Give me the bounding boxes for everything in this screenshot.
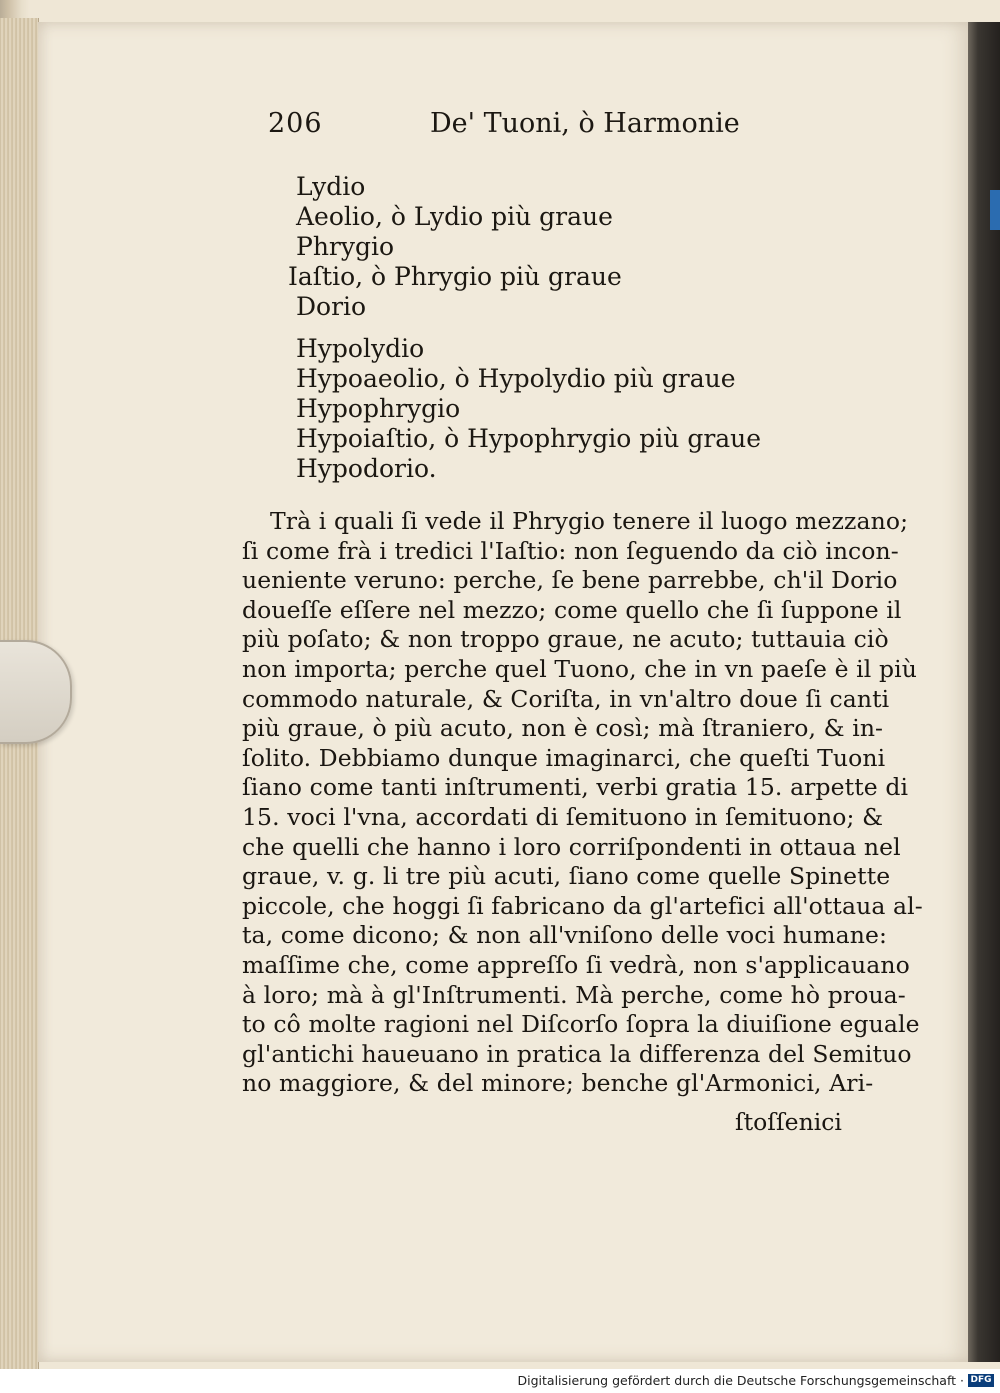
mode-list-item: Hypolydio [296,334,425,363]
mode-list-item: Phrygio [296,232,395,261]
text-line: ta, come dicono; & non all'vniſono delle voci humane: [242,921,887,950]
mode-list-item: Hypoaeolio, ò Hypolydio più graue [296,364,736,393]
mode-list-item: Lydio [296,172,366,201]
text-line: 15. voci l'vna, accordati di ſemituono in ſemituono; & [242,802,884,831]
text-line: to cô molte ragioni nel Diſcorſo ſopra la diuiſione eguale [242,1010,920,1039]
text-line: più graue, ò più acuto, non è così; mà ſtraniero, & in- [242,714,884,743]
mode-list-item: Aeolio, ò Lydio più graue [296,202,613,231]
mode-list-item: Iaſtio, ò Phrygio più graue [288,262,622,291]
body-paragraph [242,507,923,1099]
text-line: gl'antichi haueuano in pratica la differenza del Semituo [242,1039,912,1068]
text-line: no maggiore, & del minore; benche gl'Armonici, Ari- [242,1069,874,1098]
text-line: Trà i quali ſi vede il Phrygio tenere il luogo mezzano; [270,507,909,535]
mode-list [288,172,762,484]
mode-list-item: Hypodorio. [296,454,437,483]
text-line: à loro; mà à gl'Inſtrumenti. Mà perche, come hò proua- [242,980,906,1009]
text-line: non importa; perche quel Tuono, che in vn paeſe è il più [242,654,917,683]
bookmark-tab [990,190,1000,230]
catchword: ſtoſſenici [735,1108,842,1136]
text-line: ſolito. Debbiamo dunque imaginarci, che queſti Tuoni [242,743,886,772]
mode-list-item: Hypoiaſtio, ò Hypophrygio più graue [296,424,762,453]
text-line: ſi come frà i tredici l'Iaſtio: non ſeguendo da ciò incon- [242,536,899,565]
text-line: piccole, che hoggi ſi fabricano da gl'artefici all'ottaua al- [242,891,923,920]
text-line: graue, v. g. li tre più acuti, ſiano come quelle Spinette [242,862,891,891]
text-line: più poſato; & non troppo graue, ne acuto; tuttauia ciò [242,625,889,654]
dfg-logo-icon: DFG [968,1374,994,1387]
mode-list-item: Dorio [296,292,367,321]
text-line: commodo naturale, & Coriſta, in vn'altro doue ſi canti [242,684,890,713]
funding-credit: Digitalisierung gefördert durch die Deutsche Forschungsgemeinschaft · [517,1373,964,1388]
text-line: maſſime che, come appreſſo ſi vedrà, non s'applicauano [242,950,910,979]
page-header [268,108,768,148]
text-line: che quelli che hanno i loro corriſpondenti in ottaua nel [242,832,901,861]
text-line: ueniente veruno: perche, ſe bene parrebbe, ch'il Dorio [242,566,898,595]
text-line: doueſſe eſſere nel mezzo; come quello che ſi ſuppone il [242,595,902,624]
mode-list-item: Hypophrygio [296,394,461,423]
text-line: ſiano come tanti inſtrumenti, verbi gratia 15. arpette di [242,773,909,802]
digitization-footer [0,1369,1000,1393]
page-number: 206 [268,108,323,139]
running-title: De' Tuoni, ò Harmonie [430,108,740,139]
